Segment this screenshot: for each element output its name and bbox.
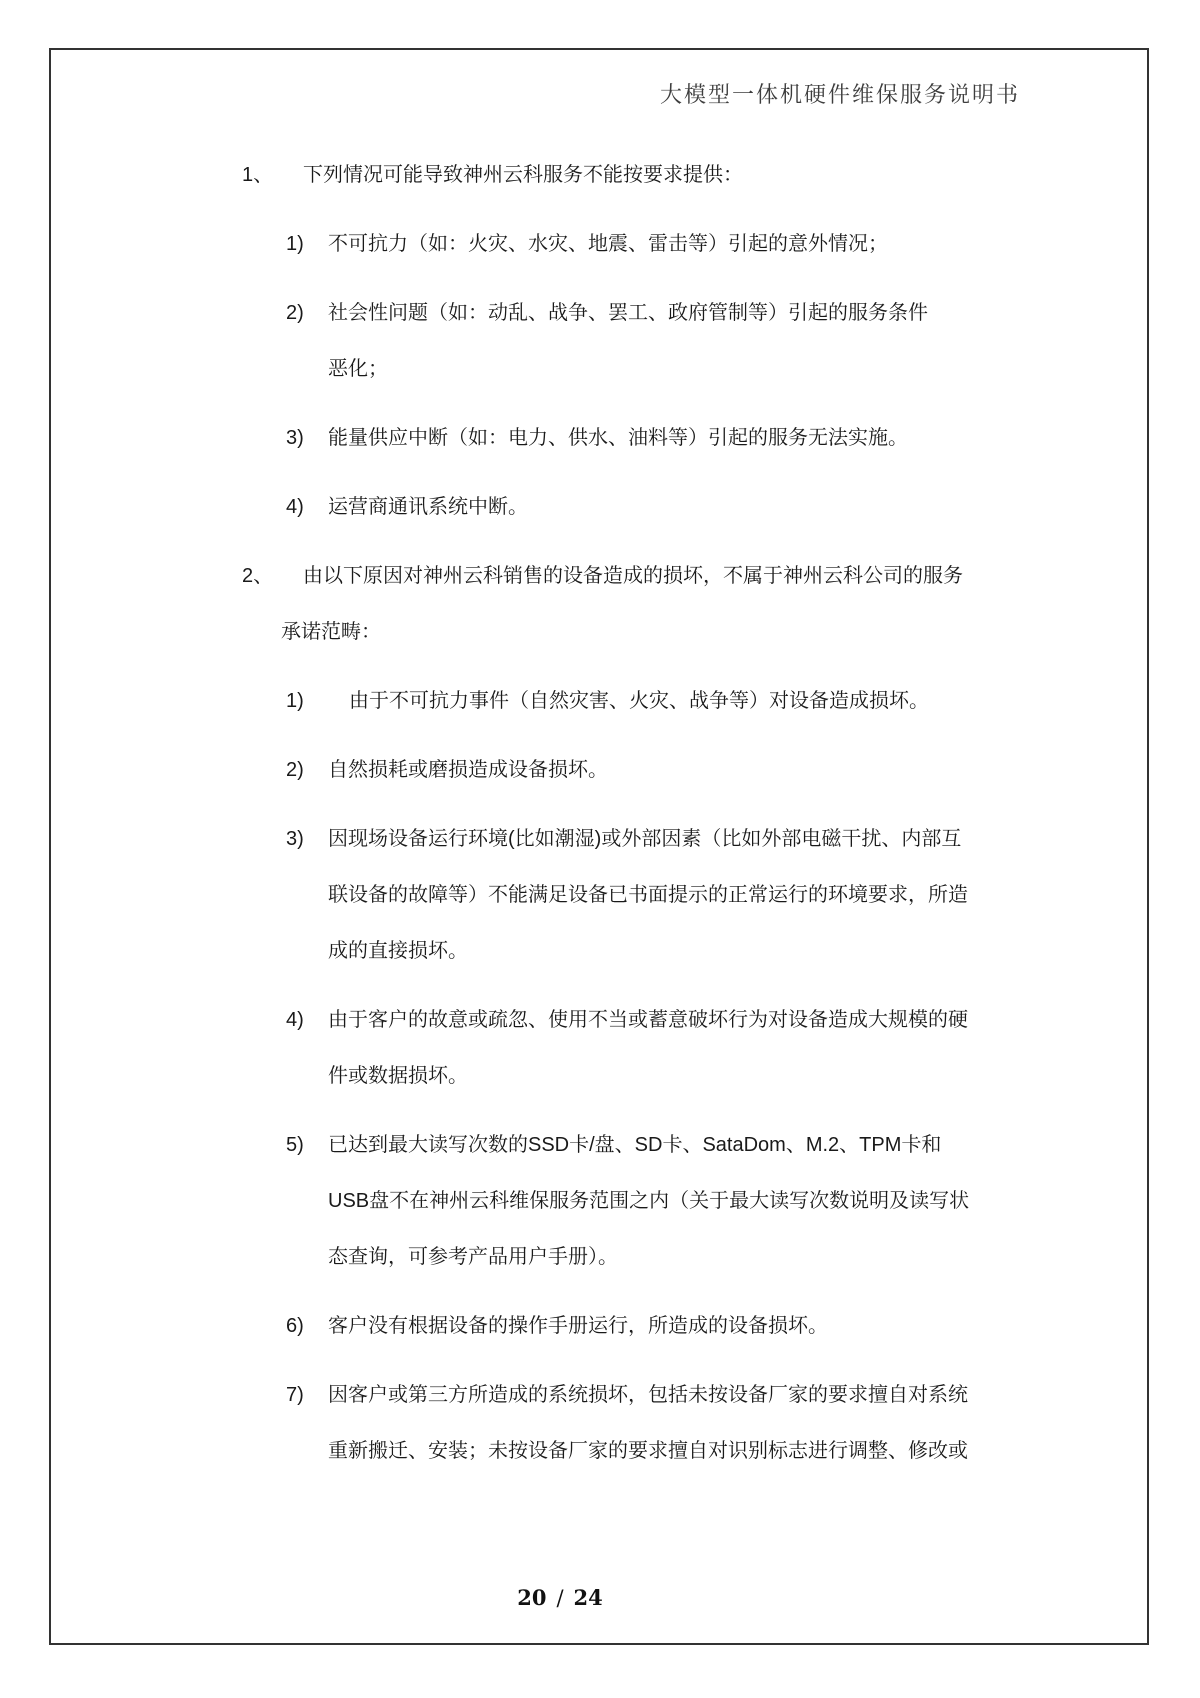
list-item-number: 5) <box>286 1134 304 1156</box>
list-item-number: 7) <box>286 1384 304 1406</box>
list-item-number: 1) <box>286 233 304 255</box>
list-item-text-line: 因现场设备运行环境(比如潮湿)或外部因素（比如外部电磁干扰、内部互 <box>328 828 962 850</box>
list-item-1-4 <box>0 479 1200 535</box>
list-item-number: 4) <box>286 496 304 518</box>
list-item-text-line: 已达到最大读写次数的SSD卡/盘、SD卡、SataDom、M.2、TPM卡和 <box>328 1134 942 1156</box>
list-item-text-line: 成的直接损坏。 <box>328 940 468 962</box>
list-item-number: 4) <box>286 1009 304 1031</box>
list-item-text-line: 能量供应中断（如：电力、供水、油料等）引起的服务无法实施。 <box>328 427 908 449</box>
list-item-text-line: 因客户或第三方所造成的系统损坏，包括未按设备厂家的要求擅自对系统 <box>328 1384 968 1406</box>
list-item-1 <box>0 147 1200 203</box>
list-item-number: 2) <box>286 759 304 781</box>
list-item-text-line: 由以下原因对神州云科销售的设备造成的损坏，不属于神州云科公司的服务 <box>303 565 963 587</box>
list-item-text-line: 态查询，可参考产品用户手册）。 <box>328 1246 618 1268</box>
list-item-2-7 <box>0 1367 1200 1479</box>
list-item-1-3 <box>0 410 1200 466</box>
list-item-text-line: 客户没有根据设备的操作手册运行，所造成的设备损坏。 <box>328 1315 828 1337</box>
list-item-2-2 <box>0 742 1200 798</box>
list-item-2-5 <box>0 1117 1200 1285</box>
page-header-title: 大模型一体机硬件维保服务说明书 <box>659 83 1020 108</box>
footer-current-page: 20 <box>517 1585 547 1610</box>
list-item-text-line: 社会性问题（如：动乱、战争、罢工、政府管制等）引起的服务条件 <box>328 302 928 324</box>
list-item-text-line: 恶化； <box>328 358 388 380</box>
list-item-2-4 <box>0 992 1200 1104</box>
list-item-text-line: 运营商通讯系统中断。 <box>328 496 528 518</box>
footer-total-pages: 24 <box>573 1585 603 1610</box>
list-item-text-line: 由于客户的故意或疏忽、使用不当或蓄意破坏行为对设备造成大规模的硬 <box>328 1009 968 1031</box>
list-item-1-1 <box>0 216 1200 272</box>
list-item-text-line: 下列情况可能导致神州云科服务不能按要求提供： <box>303 164 743 186</box>
list-item-2-6 <box>0 1298 1200 1354</box>
list-item-text-line: 重新搬迁、安装；未按设备厂家的要求擅自对识别标志进行调整、修改或 <box>328 1440 968 1462</box>
footer-page-separator: / <box>556 1586 564 1610</box>
list-item-text-line: 不可抗力（如：火灾、水灾、地震、雷击等）引起的意外情况； <box>328 233 888 255</box>
list-item-text-line: USB盘不在神州云科维保服务范围之内（关于最大读写次数说明及读写状 <box>328 1190 970 1212</box>
list-item-number: 1) <box>286 690 304 712</box>
list-item-number: 3) <box>286 828 304 850</box>
list-item-number: 2) <box>286 302 304 324</box>
list-item-2-1 <box>0 673 1200 729</box>
list-item-text-line: 件或数据损坏。 <box>328 1065 468 1087</box>
list-item-number: 1、 <box>242 164 274 186</box>
list-item-1-2 <box>0 285 1200 397</box>
list-item-2-3 <box>0 811 1200 979</box>
list-item-text-line: 承诺范畴： <box>281 621 381 643</box>
list-item-number: 6) <box>286 1315 304 1337</box>
list-item-number: 3) <box>286 427 304 449</box>
list-item-text-line: 自然损耗或磨损造成设备损坏。 <box>328 759 608 781</box>
list-item-text-line: 联设备的故障等）不能满足设备已书面提示的正常运行的环境要求，所造 <box>328 884 968 906</box>
list-item-2 <box>0 548 1200 660</box>
page-footer <box>0 1583 1200 1613</box>
list-item-text-line: 由于不可抗力事件（自然灾害、火灾、战争等）对设备造成损坏。 <box>349 690 929 712</box>
list-item-number: 2、 <box>242 565 274 587</box>
